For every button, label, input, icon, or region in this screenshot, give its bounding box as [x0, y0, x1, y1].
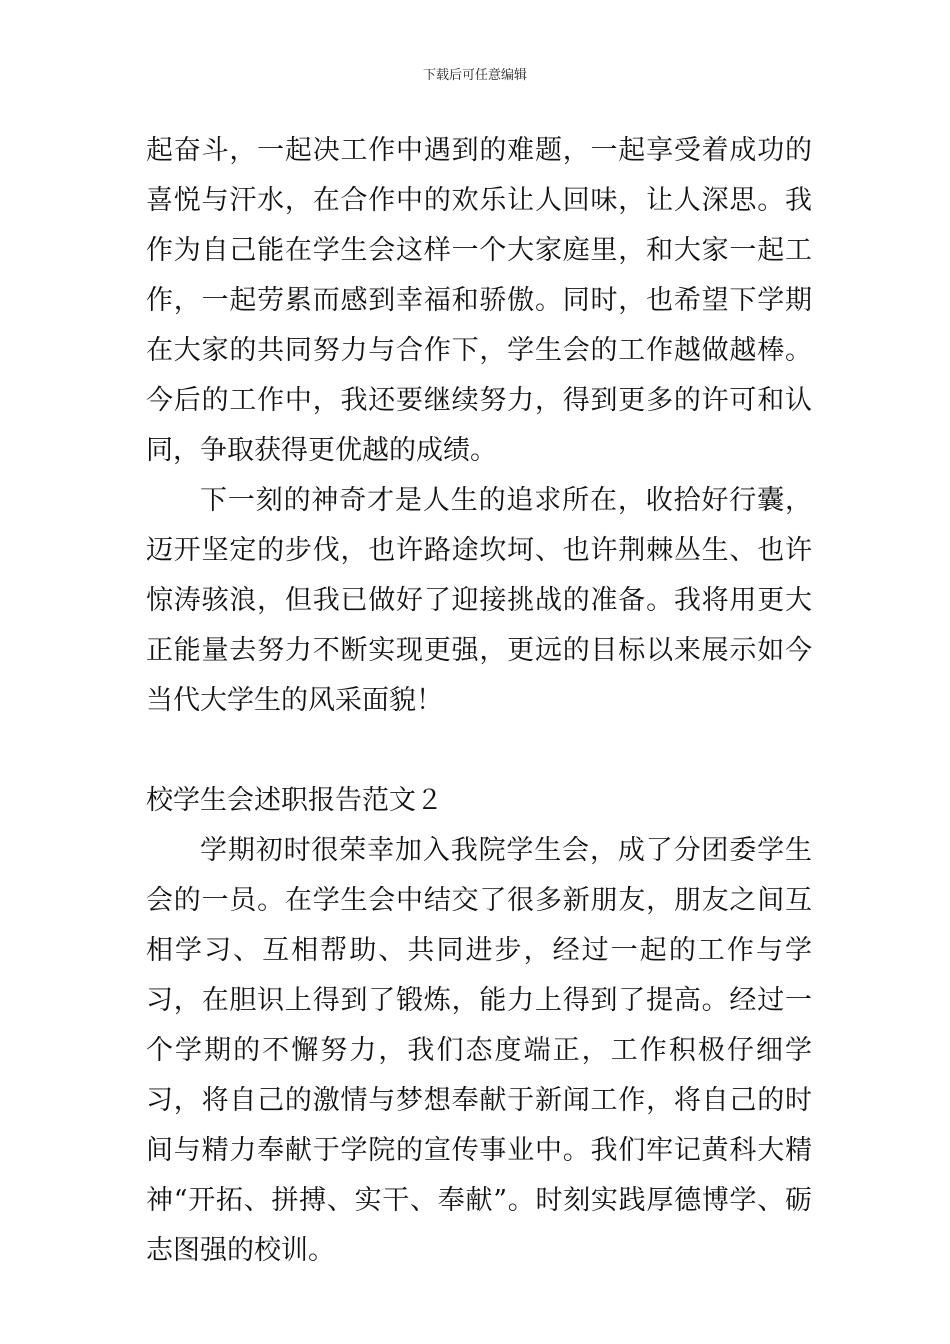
- page-header: 下载后可任意编辑: [422, 68, 527, 83]
- paragraph-1: 起奋斗，一起决工作中遇到的难题，一起享受着成功的喜悦与汗水，在合作中的欢乐让人回味，让人深思。我作为自己能在学生会这样一个大家庭里，和大家一起工作，一起劳累而感到幸福和骄傲。同时，也希望下学期在大家的共同努力与合作下，学生会的工作越做越棒。今后的工作中，我还要继续努力，得到更多的许可和认同，争取获得更优越的成绩。: [146, 135, 812, 466]
- document-body: [146, 126, 812, 1276]
- section-title: 校学生会述职报告范文２: [146, 785, 443, 816]
- paragraph-2: 下一刻的神奇才是人生的追求所在，收拾好行囊，迈开坚定的步伐，也许路途坎坷、也许荆棘丛生、也许惊涛骇浪，但我已做好了迎接挑战的准备。我将用更大正能量去努力不断实现更强，更远的目标以来展示如今当代大学生的风采面貌！: [146, 485, 812, 716]
- paragraph-3: 学期初时很荣幸加入我院学生会，成了分团委学生会的一员。在学生会中结交了很多新朋友，朋友之间互相学习、互相帮助、共同进步，经过一起的工作与学习，在胆识上得到了锻炼，能力上得到了提高。经过一个学期的不懈努力，我们态度端正，工作积极仔细学习，将自己的激情与梦想奉献于新闻工作，将自己的时间与精力奉献于学院的宣传事业中。我们牢记黄科大精神“开拓、拼搏、实干、奉献”。时刻实践厚德博学、砺志图强的校训。: [146, 835, 812, 1266]
